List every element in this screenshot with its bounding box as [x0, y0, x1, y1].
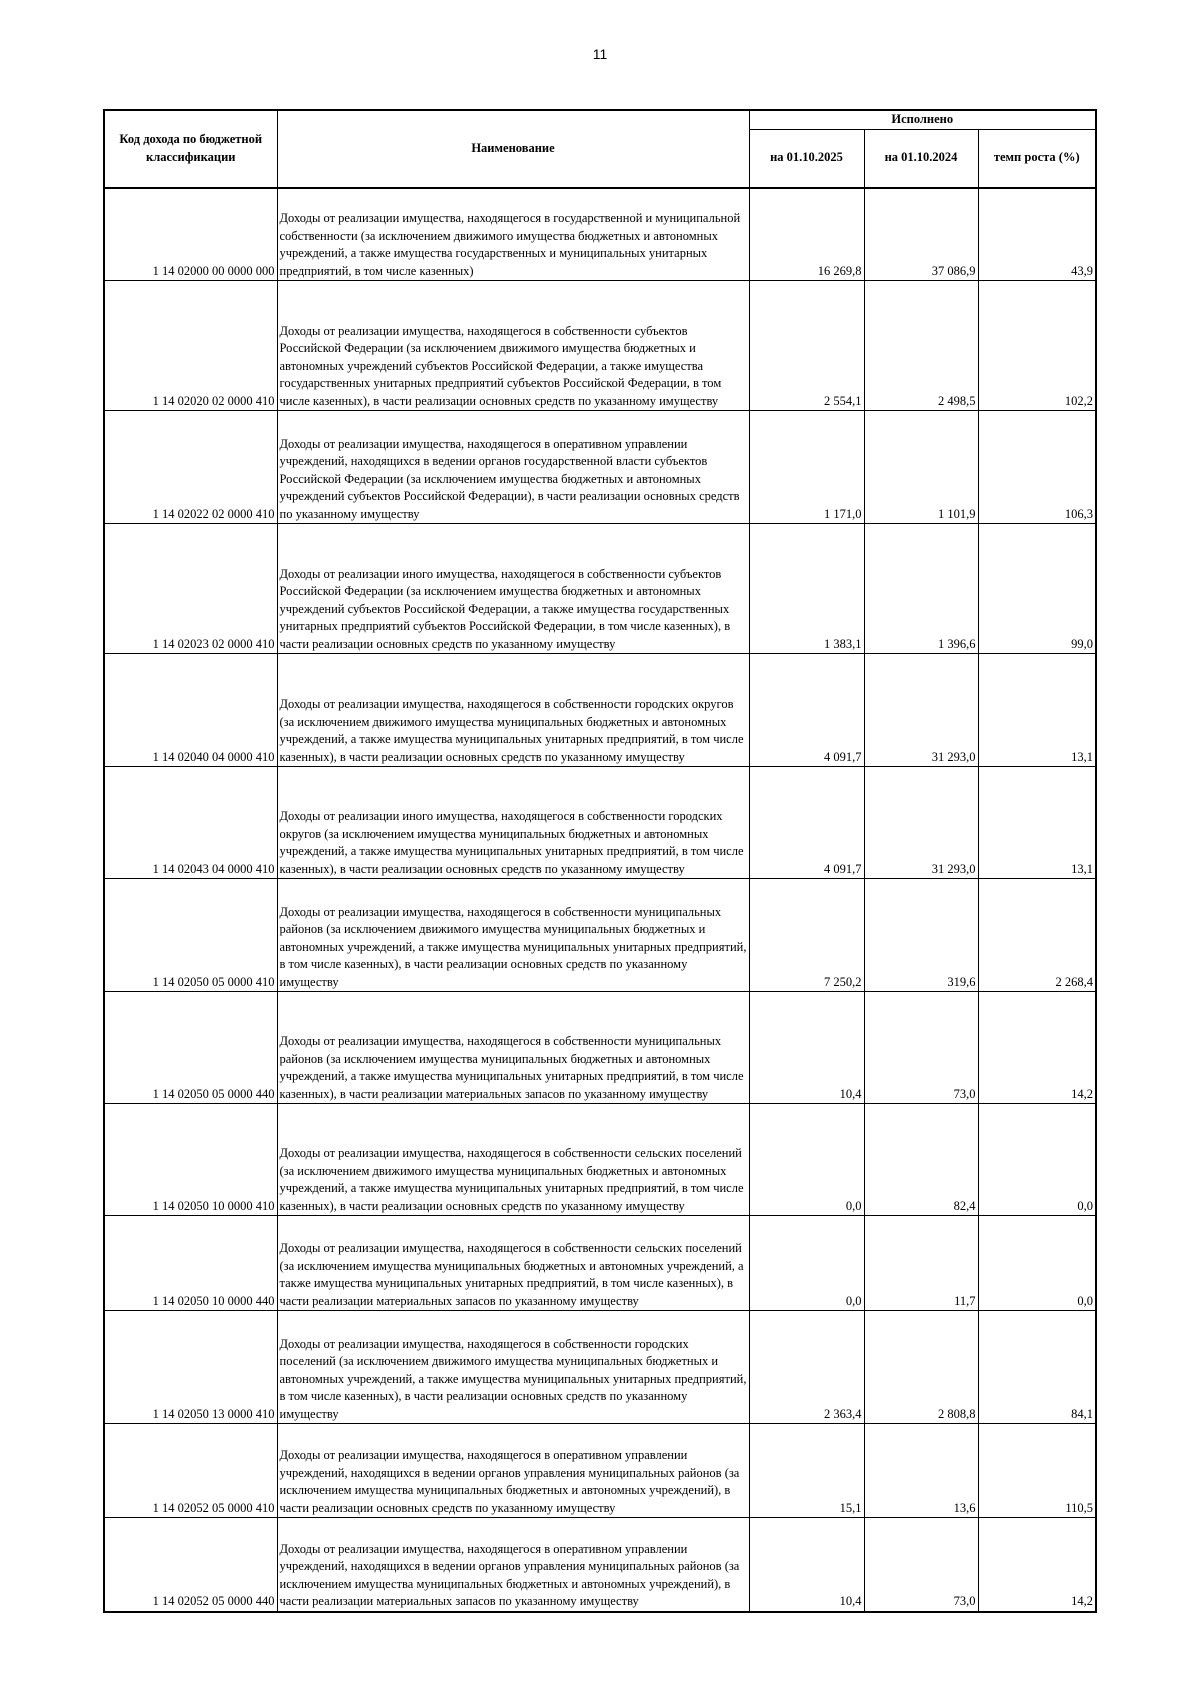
table-row — [104, 411, 1096, 524]
row-value-2024: 2 498,5 — [864, 281, 978, 411]
row-name: Доходы от реализации имущества, находящегося в государственной и муниципальной собственности (за исключением движимого имущества бюджетных и автономных учреждений, а также имущества государственных и муниципальных унитарных предприятий, в том числе казенных) — [277, 188, 749, 281]
row-growth: 14,2 — [978, 992, 1096, 1104]
row-value-2024: 1 101,9 — [864, 411, 978, 524]
row-value-2024: 319,6 — [864, 879, 978, 992]
header-executed: Исполнено — [749, 110, 1096, 129]
row-growth: 2 268,4 — [978, 879, 1096, 992]
row-code: 1 14 02050 10 0000 410 — [104, 1104, 277, 1216]
row-value-2024: 1 396,6 — [864, 524, 978, 654]
row-value-2024: 11,7 — [864, 1216, 978, 1311]
row-code: 1 14 02000 00 0000 000 — [104, 188, 277, 281]
row-value-2025: 7 250,2 — [749, 879, 864, 992]
table-row — [104, 1104, 1096, 1216]
row-name: Доходы от реализации имущества, находящегося в оперативном управлении учреждений, находящихся в ведении органов управления муниципальных районов (за исключением имущества муниципальных бюджетных и автономных учреждений), в части реализации основных средств по указанному имуществу — [277, 1424, 749, 1518]
header-code: Код дохода по бюджетной классификации — [104, 110, 277, 188]
row-value-2025: 0,0 — [749, 1104, 864, 1216]
table-row — [104, 879, 1096, 992]
row-value-2025: 15,1 — [749, 1424, 864, 1518]
row-value-2024: 73,0 — [864, 1518, 978, 1612]
row-growth: 0,0 — [978, 1216, 1096, 1311]
row-growth: 84,1 — [978, 1311, 1096, 1424]
row-code: 1 14 02050 05 0000 410 — [104, 879, 277, 992]
row-value-2024: 82,4 — [864, 1104, 978, 1216]
row-growth: 99,0 — [978, 524, 1096, 654]
row-name: Доходы от реализации имущества, находящегося в собственности муниципальных районов (за исключением имущества муниципальных бюджетных и автономных учреждений, а также имущества муниципальных унитарных предприятий, в том числе казенных), в части реализации материальных запасов по указанному имуществу — [277, 992, 749, 1104]
table-row — [104, 1216, 1096, 1311]
row-value-2025: 10,4 — [749, 1518, 864, 1612]
row-name: Доходы от реализации имущества, находящегося в оперативном управлении учреждений, находящихся в ведении органов государственной власти субъектов Российской Федерации (за исключением имущества бюджетных и автономных учреждений субъектов Российской Федерации), в части реализации основных средств по указанному имуществу — [277, 411, 749, 524]
row-value-2025: 10,4 — [749, 992, 864, 1104]
header-growth: темп роста (%) — [978, 129, 1096, 188]
row-name: Доходы от реализации имущества, находящегося в собственности городских округов (за исключением движимого имущества муниципальных бюджетных и автономных учреждений, а также имущества муниципальных унитарных предприятий, в том числе казенных), в части реализации основных средств по указанному имуществу — [277, 654, 749, 767]
header-name: Наименование — [277, 110, 749, 188]
row-name: Доходы от реализации имущества, находящегося в оперативном управлении учреждений, находящихся в ведении органов управления муниципальных районов (за исключением имущества муниципальных бюджетных и автономных учреждений), в части реализации материальных запасов по указанному имуществу — [277, 1518, 749, 1612]
header-date-2025: на 01.10.2025 — [749, 129, 864, 188]
table-header — [104, 110, 1096, 188]
row-value-2024: 37 086,9 — [864, 188, 978, 281]
row-value-2025: 2 363,4 — [749, 1311, 864, 1424]
row-value-2025: 16 269,8 — [749, 188, 864, 281]
row-code: 1 14 02020 02 0000 410 — [104, 281, 277, 411]
row-name: Доходы от реализации имущества, находящегося в собственности муниципальных районов (за исключением движимого имущества муниципальных бюджетных и автономных учреждений, а также имущества муниципальных унитарных предприятий, в том числе казенных), в части реализации основных средств по указанному имуществу — [277, 879, 749, 992]
row-value-2024: 2 808,8 — [864, 1311, 978, 1424]
table-row — [104, 767, 1096, 879]
table-row — [104, 188, 1096, 281]
row-code: 1 14 02050 05 0000 440 — [104, 992, 277, 1104]
row-value-2024: 73,0 — [864, 992, 978, 1104]
row-growth: 106,3 — [978, 411, 1096, 524]
row-growth: 14,2 — [978, 1518, 1096, 1612]
table-row — [104, 654, 1096, 767]
row-value-2025: 1 383,1 — [749, 524, 864, 654]
row-growth: 13,1 — [978, 767, 1096, 879]
table-body — [104, 188, 1096, 1612]
row-code: 1 14 02050 13 0000 410 — [104, 1311, 277, 1424]
table-row — [104, 1311, 1096, 1424]
row-name: Доходы от реализации имущества, находящегося в собственности субъектов Российской Федерации (за исключением движимого имущества бюджетных и автономных учреждений субъектов Российской Федерации, а также имущества государственных унитарных предприятий субъектов Российской Федерации, в том числе казенных), в части реализации основных средств по указанному имуществу — [277, 281, 749, 411]
table-row — [104, 1518, 1096, 1612]
row-growth: 13,1 — [978, 654, 1096, 767]
revenue-table — [103, 109, 1097, 1613]
row-code: 1 14 02052 05 0000 410 — [104, 1424, 277, 1518]
row-code: 1 14 02043 04 0000 410 — [104, 767, 277, 879]
row-growth: 102,2 — [978, 281, 1096, 411]
row-name: Доходы от реализации иного имущества, находящегося в собственности субъектов Российской Федерации (за исключением имущества бюджетных и автономных учреждений субъектов Российской Федерации, а также имущества государственных унитарных предприятий субъектов Российской Федерации, в том числе казенных), в части реализации основных средств по указанному имуществу — [277, 524, 749, 654]
row-value-2024: 13,6 — [864, 1424, 978, 1518]
row-growth: 43,9 — [978, 188, 1096, 281]
table-row — [104, 281, 1096, 411]
header-date-2024: на 01.10.2024 — [864, 129, 978, 188]
row-name: Доходы от реализации иного имущества, находящегося в собственности городских округов (за исключением имущества муниципальных бюджетных и автономных учреждений, а также имущества муниципальных унитарных предприятий, в том числе казенных), в части реализации основных средств по указанному имуществу — [277, 767, 749, 879]
row-name: Доходы от реализации имущества, находящегося в собственности сельских поселений (за исключением движимого имущества муниципальных бюджетных и автономных учреждений, а также имущества муниципальных унитарных предприятий, в том числе казенных), в части реализации основных средств по указанному имуществу — [277, 1104, 749, 1216]
row-growth: 0,0 — [978, 1104, 1096, 1216]
row-code: 1 14 02052 05 0000 440 — [104, 1518, 277, 1612]
row-value-2025: 1 171,0 — [749, 411, 864, 524]
row-code: 1 14 02050 10 0000 440 — [104, 1216, 277, 1311]
table-row — [104, 992, 1096, 1104]
row-name: Доходы от реализации имущества, находящегося в собственности сельских поселений (за исключением имущества муниципальных бюджетных и автономных учреждений, а также имущества муниципальных унитарных предприятий, в том числе казенных), в части реализации материальных запасов по указанному имуществу — [277, 1216, 749, 1311]
row-value-2025: 4 091,7 — [749, 767, 864, 879]
table-row — [104, 524, 1096, 654]
row-growth: 110,5 — [978, 1424, 1096, 1518]
row-code: 1 14 02040 04 0000 410 — [104, 654, 277, 767]
row-value-2025: 2 554,1 — [749, 281, 864, 411]
row-code: 1 14 02022 02 0000 410 — [104, 411, 277, 524]
row-value-2024: 31 293,0 — [864, 767, 978, 879]
row-code: 1 14 02023 02 0000 410 — [104, 524, 277, 654]
page-number: 11 — [592, 46, 608, 62]
row-value-2025: 0,0 — [749, 1216, 864, 1311]
row-name: Доходы от реализации имущества, находящегося в собственности городских поселений (за исключением движимого имущества муниципальных бюджетных и автономных учреждений, а также имущества муниципальных унитарных предприятий, в том числе казенных), в части реализации основных средств по указанному имуществу — [277, 1311, 749, 1424]
row-value-2025: 4 091,7 — [749, 654, 864, 767]
table-row — [104, 1424, 1096, 1518]
row-value-2024: 31 293,0 — [864, 654, 978, 767]
